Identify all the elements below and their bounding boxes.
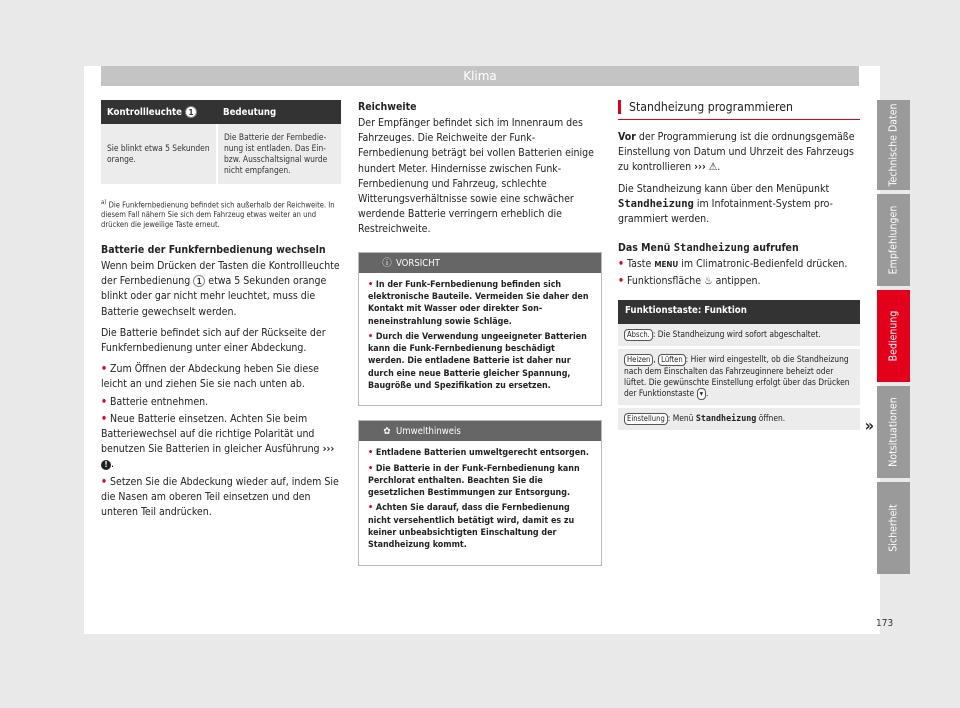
list-item <box>368 331 592 392</box>
column-2 <box>358 100 602 566</box>
section-title <box>618 100 860 120</box>
text: antippen. <box>715 275 761 288</box>
column-3 <box>618 99 874 435</box>
menu-name: Standheizung <box>695 412 757 423</box>
warning-triangle-icon: ⚠ <box>708 161 718 174</box>
tab-label: Notsituationen <box>887 397 900 467</box>
chevron-down-icon: ▾ <box>697 388 706 400</box>
page-header: Klima <box>101 66 859 86</box>
text: Die Batterie in der Funk-Fernbedienung kann Perchlorat enthalten. Beachten Sie die gesetzlichen Bestimmungen zur Entsorgung. <box>368 463 580 499</box>
caution-body <box>359 273 601 406</box>
caution-header <box>359 253 601 273</box>
bullet-icon: • <box>368 331 374 342</box>
environment-box <box>358 420 602 565</box>
number-1-icon: 1 <box>185 106 197 118</box>
text: Das Menü <box>618 242 671 255</box>
text: : Menü <box>667 412 694 423</box>
footnote-mark: a) <box>101 199 107 206</box>
text: öffnen. <box>758 412 786 423</box>
bullet-icon: • <box>368 279 374 290</box>
text: aufrufen <box>752 242 799 255</box>
text: Wenn beim Drücken der Tasten die Kontrollleuchte der Fernbedienung <box>101 260 340 288</box>
indicator-table <box>101 100 341 184</box>
heizen-key: Heizen <box>624 354 653 366</box>
list-item <box>101 395 341 410</box>
number-1-icon: 1 <box>193 275 205 287</box>
bullet-icon: • <box>101 363 108 376</box>
environment-header <box>359 421 601 441</box>
text: Vor <box>618 131 636 143</box>
text: . <box>111 458 114 471</box>
list-item <box>368 279 592 328</box>
text: etwa 5 Sekunden orange blinkt oder gar nicht mehr leuchtet, muss die Batterie gewechselt werden. <box>101 275 327 318</box>
tab-bedienung[interactable] <box>877 290 910 382</box>
text: Funktionsfläche <box>627 275 702 288</box>
bullet-icon: • <box>368 503 374 514</box>
text: In der Funk-Fernbedienung befinden sich elektronische Bauteile. Vermeiden Sie daher den Kontakt mit Wasser oder direkter Sonneneinstrahlung sowie Schläge. <box>368 279 589 327</box>
tab-empfehlungen[interactable] <box>877 194 910 286</box>
tab-label: Empfehlungen <box>887 205 900 275</box>
table-row: Heizen , Lüften : Hier wird eingestellt, ob die Standheizung nach dem Einschalten das Fahrzeuginnere beheizt oder lüftet. Die gewünschte Einstellung erfolgt über das Drücken der Funktionstaste ▾ . <box>618 349 860 408</box>
caution-title: VORSICHT <box>396 257 440 269</box>
text: Neue Batterie einsetzen. Achten Sie beim Batteriewechsel auf die richtige Polarität und benutzen Sie Batterien in gleicher Ausführung <box>101 412 320 456</box>
bullet-icon: • <box>101 475 108 488</box>
table-cell: Die Batterie der Fernbedienung ist entladen. Das Ein- bzw. Ausschaltsignal wurde nicht empfangen. <box>217 124 341 184</box>
text: im Infotainment-System programmiert werden. <box>618 197 833 226</box>
battery-paragraph-1 <box>101 259 341 320</box>
text: Die Standheizung kann über den Menüpunkt <box>618 182 830 195</box>
text: Batterie entnehmen. <box>110 395 209 408</box>
menu-key-icon: MENU <box>654 260 679 270</box>
list-item <box>101 412 341 473</box>
reference-arrows[interactable]: ››› <box>322 443 335 456</box>
table-row <box>101 124 341 184</box>
program-paragraph-1: Vor der Programmierung ist die ordnungsgemäße Einstellung von Datum und Uhrzeit des Fahrzeugs zu kontrollieren ››› ⚠. <box>618 131 855 174</box>
bullet-icon: • <box>101 395 108 408</box>
bullet-icon: • <box>368 448 374 459</box>
function-table-header: Funktionstaste: Funktion <box>618 300 860 324</box>
abschalten-key: Absch. <box>624 329 653 341</box>
submenu-heading <box>618 241 860 255</box>
section-marker <box>618 100 621 114</box>
page-number: 173 <box>876 618 894 629</box>
lueften-key: Lüften <box>658 354 685 366</box>
text: : Hier wird eingestellt, ob die Standheizung nach dem Einschalten das Fahrzeuginnere beheizt oder lüftet. Die gewünschte Einstellung erfolgt über das Drücken der Funktionstaste <box>624 353 850 398</box>
caution-box <box>358 252 602 407</box>
bullet-icon: • <box>368 463 374 474</box>
environment-icon: ✿ <box>383 426 391 438</box>
text: der Programmierung ist die ordnungsgemäße Einstellung von Datum und Uhrzeit des Fahrzeugs zu kontrollieren <box>618 131 855 174</box>
list-item <box>368 463 592 500</box>
side-tabs <box>877 100 910 578</box>
footnote <box>101 198 341 229</box>
table-header-meaning: Bedeutung <box>217 100 341 124</box>
tab-sicherheit[interactable] <box>877 482 910 574</box>
text: Durch die Verwendung ungeeigneter Batterien kann die Funk-Fernbedienung beschädigt werden. Die entladene Batterie ist daher nur durch eine neue Batterie gleicher Spannung, Baugröße und Spezifikation zu ersetzen. <box>368 331 587 391</box>
list-item <box>101 475 341 521</box>
tab-label: Bedienung <box>887 310 900 362</box>
table-row <box>618 324 860 349</box>
list-item <box>618 274 860 289</box>
table-header-label: Kontrollleuchte <box>107 107 183 118</box>
list-item <box>618 257 860 272</box>
text: Entladene Batterien umweltgerecht entsorgen. <box>375 448 589 459</box>
range-heading: Reichweite <box>358 101 417 113</box>
list-item <box>368 447 592 459</box>
list-item <box>368 502 592 551</box>
menu-name: Standheizung <box>673 242 750 255</box>
footnote-text: Die Funkfernbedienung befindet sich außerhalb der Reichweite. In diesem Fall nähern Sie sich dem Fahrzeug etwas weiter an und drücken die jeweilige Taste erneut. <box>101 200 335 229</box>
column-1 <box>101 100 341 520</box>
list-item <box>101 362 341 392</box>
range-text: Der Empfänger befindet sich im Innenraum des Fahrzeuges. Die Reichweite der FunkFernbedienung beträgt bei vollen Batterien einige hundert Meter. Hindernisse zwischen Funk-Fernbedienung und Fahrzeug, schlechte Witterungsverhältnisse sowie eine schwächer werdende Batterie verringern erheblich die Restreichweite. <box>358 117 594 236</box>
tab-notsituationen[interactable] <box>877 386 910 478</box>
reference-arrows[interactable]: ››› <box>694 161 706 174</box>
battery-heading: Batterie der Funkfernbedienung wechseln <box>101 244 326 257</box>
menu-name: Standheizung <box>618 197 694 210</box>
tab-technische-daten[interactable] <box>877 100 910 190</box>
tab-label: Technische Daten <box>887 103 900 187</box>
battery-paragraph-2: Die Batterie befindet sich auf der Rückseite der Funkfernbedienung unter einer Abdeckung. <box>101 326 326 355</box>
einstellung-key: Einstellung <box>624 413 668 425</box>
text: : Die Standheizung wird sofort abgeschaltet. <box>652 328 821 339</box>
text: im Climatronic-Bedienfeld drücken. <box>681 258 848 271</box>
info-circle-icon: ⓘ <box>382 257 392 269</box>
text: Taste <box>627 258 652 271</box>
bullet-icon: • <box>618 275 625 288</box>
table-header-indicator <box>101 100 217 124</box>
text: Achten Sie darauf, dass die Fernbedienung nicht versehentlich betätigt wird, damit es zu keiner unbeabsichtigten Einschaltung der Standheizung kommt. <box>368 503 575 551</box>
warning-circle-icon: ! <box>101 460 111 470</box>
text: Setzen Sie die Abdeckung wieder auf, indem Sie die Nasen am oberen Teil einsetzen und den unteren Teil andrücken. <box>101 475 339 519</box>
bullet-icon: • <box>101 412 108 425</box>
table-row <box>618 408 860 433</box>
text: Zum Öffnen der Abdeckung heben Sie diese leicht an und ziehen Sie sie nach unten ab. <box>101 363 319 391</box>
tab-label: Sicherheit <box>887 504 900 552</box>
bullet-icon: • <box>618 258 625 271</box>
section-title-text: Standheizung programmieren <box>629 99 793 114</box>
function-table <box>618 300 874 435</box>
continue-arrow-icon: » <box>864 415 874 435</box>
environment-body <box>359 441 601 564</box>
program-paragraph-2 <box>618 182 860 228</box>
table-cell: Sie blinkt etwa 5 Sekunden orange. <box>101 124 217 184</box>
environment-title: Umwelthinweis <box>396 426 461 438</box>
heater-icon: ♨ <box>704 275 713 288</box>
